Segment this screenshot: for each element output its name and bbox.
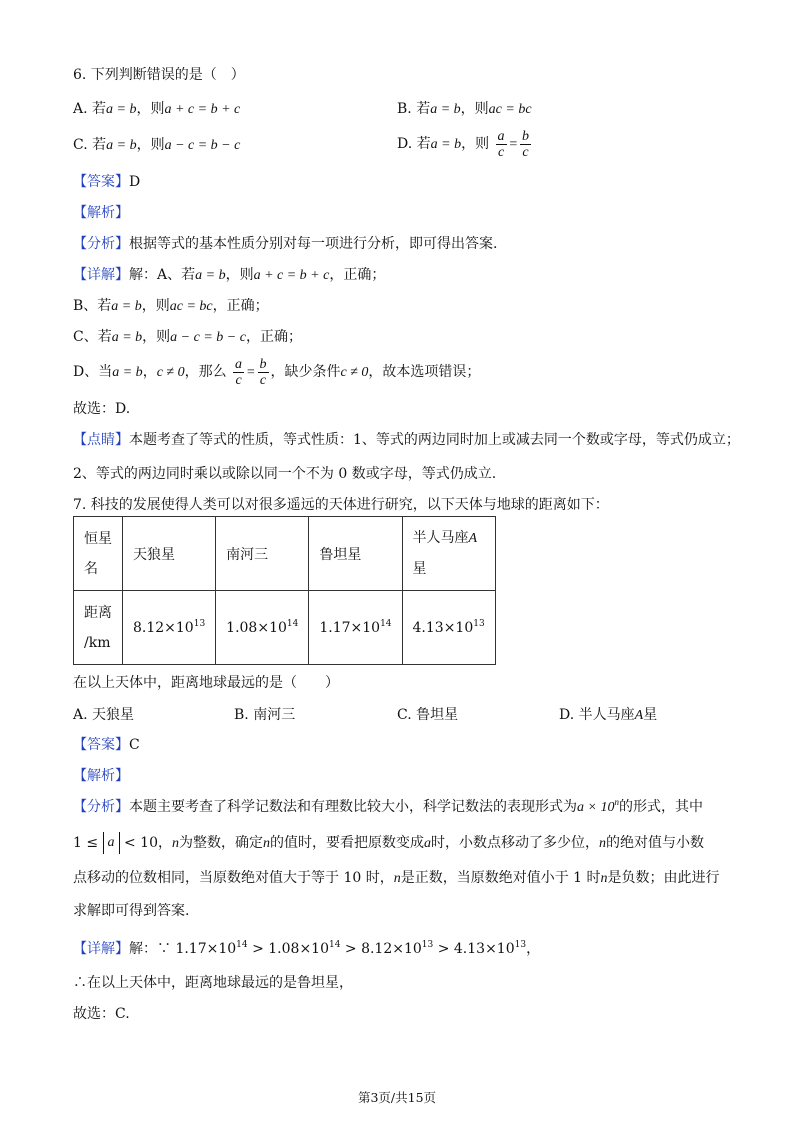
q7-option-c: C. 鲁坦星 (397, 707, 459, 723)
table-cell-distance: $4.13\times 10^{13}$ (402, 591, 495, 665)
q6-choose: 故选：D. (73, 401, 131, 417)
table-cell-star: 半人马座A 星 (402, 517, 495, 591)
q6-option-c: C. 若a = b，则a − c = b − c (73, 137, 241, 153)
q7-option-d: D. 半人马座A星 (559, 707, 658, 723)
fraction-b-over-c: $\frac{b}{c}$ (522, 128, 529, 160)
q6-option-b: B. 若a = b，则ac = bc (397, 101, 532, 117)
q7-question: 在以上天体中，距离地球最远的是（ ） (73, 675, 339, 691)
q7-conclusion: ∴在以上天体中，距离地球最远的是鲁坦星， (73, 975, 353, 991)
q6-detail-c: C、若a = b，则a − c = b − c，正确； (73, 329, 302, 345)
fraction-a-over-c: $\frac{a}{c}$ (497, 128, 505, 160)
q6-dianjing-2: 2、等式的两边同时乘以或除以同一个不为 0 数或字母，等式仍成立. (73, 466, 497, 482)
q7-option-b: B. 南河三 (234, 707, 296, 723)
table-cell-star: 鲁坦星 (309, 517, 402, 591)
absolute-value-a: a (103, 832, 120, 854)
q7-answer: 【答案】C (73, 737, 140, 753)
page-footer: 第3页/共15页 (357, 1090, 437, 1105)
q6-analysis-label: 【解析】 (73, 205, 129, 221)
q7-stem: 7. 科技的发展使得人类可以对很多遥远的天体进行研究，以下天体与地球的距离如下： (73, 497, 609, 513)
q6-option-a: A. 若a = b，则a + c = b + c (73, 101, 241, 117)
q6-option-d: D. 若a = b，则 $\frac{a}{c}$ = $\frac{b}{c}$ (397, 128, 529, 160)
table-cell-star: 南河三 (216, 517, 309, 591)
q7-choose: 故选：C. (73, 1006, 130, 1022)
q6-answer: 【答案】D (73, 174, 141, 190)
table-cell-distance: $1.17\times 10^{14}$ (309, 591, 402, 665)
q7-fenxi-2: 1 ≤ a < 10，n为整数，确定n的值时，要看把原数变成a时，小数点移动了多少位，n的绝对值与小数 (73, 831, 704, 856)
distance-table (73, 516, 496, 665)
q7-detail: 【详解】解：∵ $1.17\times 10^{14} > 1.08\times 10^{14} > 8.12\times 10^{13} > 4.13\times 10^{13}$， (73, 940, 541, 957)
table-header-star: 恒星 名 (74, 517, 123, 591)
q7-option-a: A. 天狼星 (73, 707, 135, 723)
q6-detail-b: B、若a = b，则ac = bc，正确； (73, 298, 269, 314)
q6-detail-d: D、当a = b，c ≠ 0，那么 $\frac{a}{c}$ = $\frac{b}{c}$ ，缺少条件c ≠ 0，故本选项错误； (73, 356, 481, 388)
q7-fenxi-4: 求解即可得到答案. (73, 903, 190, 919)
table-cell-distance: $8.12\times 10^{13}$ (123, 591, 216, 665)
q6-detail-a: 【详解】解：A、若a = b，则a + c = b + c，正确； (73, 267, 386, 283)
table-header-distance: 距离 /km (74, 591, 123, 665)
q6-dianjing-1: 【点睛】本题考查了等式的性质，等式性质：1、等式的两边同时加上或减去同一个数或字母，等式仍成立； (73, 432, 740, 448)
table-cell-star: 天狼星 (123, 517, 216, 591)
q6-fenxi: 【分析】根据等式的基本性质分别对每一项进行分析，即可得出答案. (73, 236, 498, 252)
table-row (74, 591, 496, 665)
q7-fenxi-1: 【分析】本题主要考查了科学记数法和有理数比较大小，科学记数法的表现形式为$a \times 10^n$的形式，其中 (73, 797, 703, 815)
table-row (74, 517, 496, 591)
q6-stem: 6. 下列判断错误的是（ ） (73, 67, 245, 83)
table-cell-distance: $1.08\times 10^{14}$ (216, 591, 309, 665)
q7-analysis-label: 【解析】 (73, 768, 129, 784)
q7-fenxi-3: 点移动的位数相同，当原数绝对值大于等于 10 时，n是正数，当原数绝对值小于 1 时n是负数；由此进行 (73, 870, 720, 886)
